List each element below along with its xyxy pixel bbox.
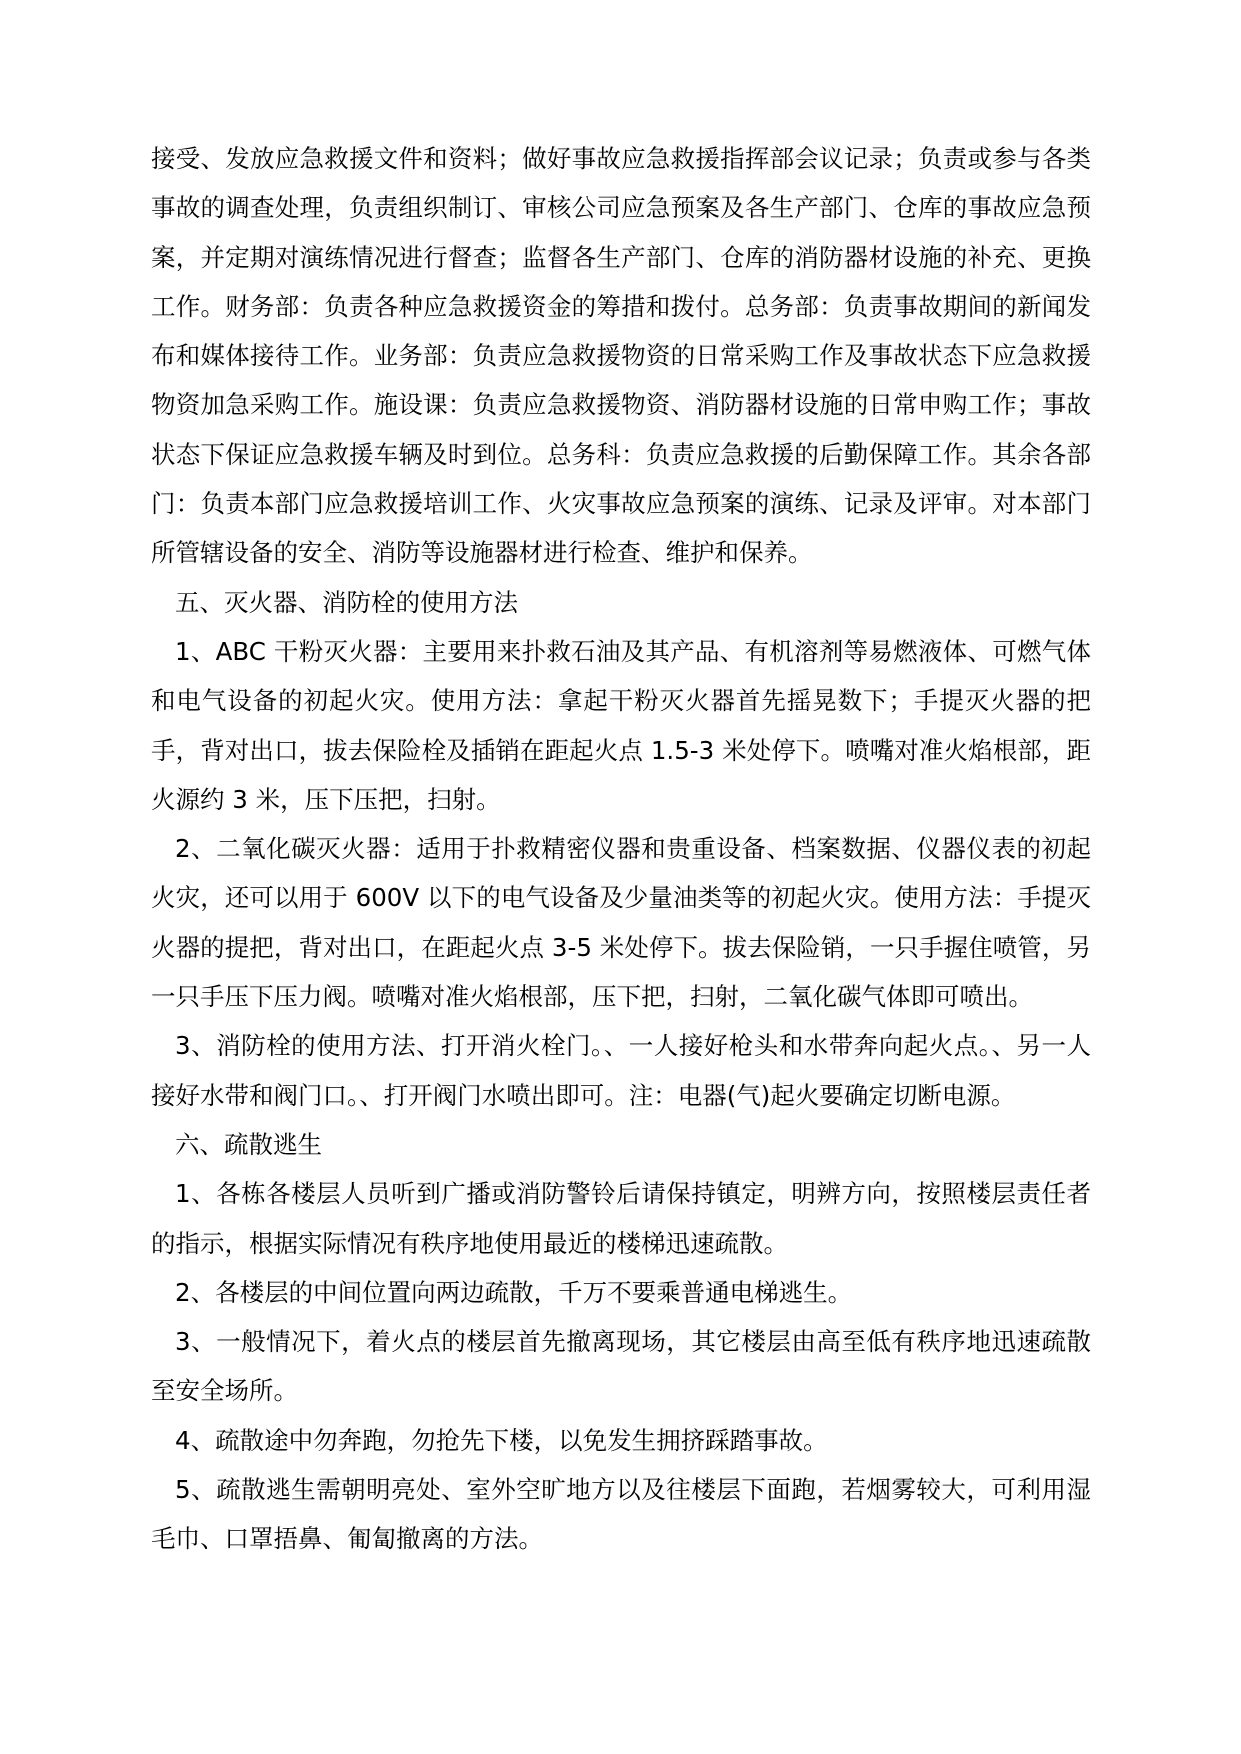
paragraph-co2-extinguisher: 2、二氧化碳灭火器：适用于扑救精密仪器和贵重设备、档案数据、仪器仪表的初起火灾，还可以用于 600V 以下的电气设备及少量油类等的初起火灾。使用方法：手提灭火器的提把，背对出口，在距起火点 3-5 米处停下。拔去保险销，一只手握住喷管，另一只手压下压力阀。喷嘴对准火焰根部，压下把，扫射，二氧化碳气体即可喷出。 — [151, 834, 1091, 1012]
paragraph-abc-extinguisher: 1、ABC 干粉灭火器：主要用来扑救石油及其产品、有机溶剂等易燃液体、可燃气体和电气设备的初起火灾。使用方法：拿起干粉灭火器首先摇晃数下；手提灭火器的把手，背对出口，拔去保险栓及插销在距起火点 1.5-3 米处停下。喷嘴对准火焰根部，距火源约 3 米，压下压把，扫射。 — [151, 636, 1091, 814]
paragraph-evacuation-2: 2、各楼层的中间位置向两边疏散，千万不要乘普通电梯逃生。 — [175, 1277, 853, 1307]
section-heading-extinguishers: 五、灭火器、消防栓的使用方法 — [175, 587, 518, 617]
paragraph-responsibilities: 接受、发放应急救援文件和资料；做好事故应急救援指挥部会议记录；负责或参与各类事故的调查处理，负责组织制订、审核公司应急预案及各生产部门、仓库的事故应急预案，并定期对演练情况进行督查；监督各生产部门、仓库的消防器材设施的补充、更换工作。财务部：负责各种应急救援资金的筹措和拨付。总务部：负责事故期间的新闻发布和媒体接待工作。业务部：负责应急救援物资的日常采购工作及事故状态下应急救援物资加急采购工作。施设课：负责应急救援物资、消防器材设施的日常申购工作；事故状态下保证应急救援车辆及时到位。总务科：负责应急救援的后勤保障工作。其余各部门：负责本部门应急救援培训工作、火灾事故应急预案的演练、记录及评审。对本部门所管辖设备的安全、消防等设施器材进行检查、维护和保养。 — [151, 144, 1091, 568]
paragraph-evacuation-3: 3、一般情况下，着火点的楼层首先撤离现场，其它楼层由高至低有秩序地迅速疏散至安全场所。 — [151, 1327, 1091, 1406]
section-heading-evacuation: 六、疏散逃生 — [175, 1129, 322, 1159]
paragraph-evacuation-4: 4、疏散途中勿奔跑，勿抢先下楼，以免发生拥挤踩踏事故。 — [175, 1425, 828, 1455]
paragraph-hydrant: 3、消防栓的使用方法、打开消火栓门。、一人接好枪头和水带奔向起火点。、另一人接好水带和阀门口。、打开阀门水喷出即可。注：电器(气)起火要确定切断电源。 — [151, 1031, 1091, 1110]
paragraph-evacuation-1: 1、各栋各楼层人员听到广播或消防警铃后请保持镇定，明辨方向，按照楼层责任者的指示，根据实际情况有秩序地使用最近的楼梯迅速疏散。 — [151, 1179, 1091, 1258]
document-page — [151, 134, 1091, 1564]
paragraph-evacuation-5: 5、疏散逃生需朝明亮处、室外空旷地方以及往楼层下面跑，若烟雾较大，可利用湿毛巾、口罩捂鼻、匍匐撤离的方法。 — [151, 1475, 1091, 1554]
